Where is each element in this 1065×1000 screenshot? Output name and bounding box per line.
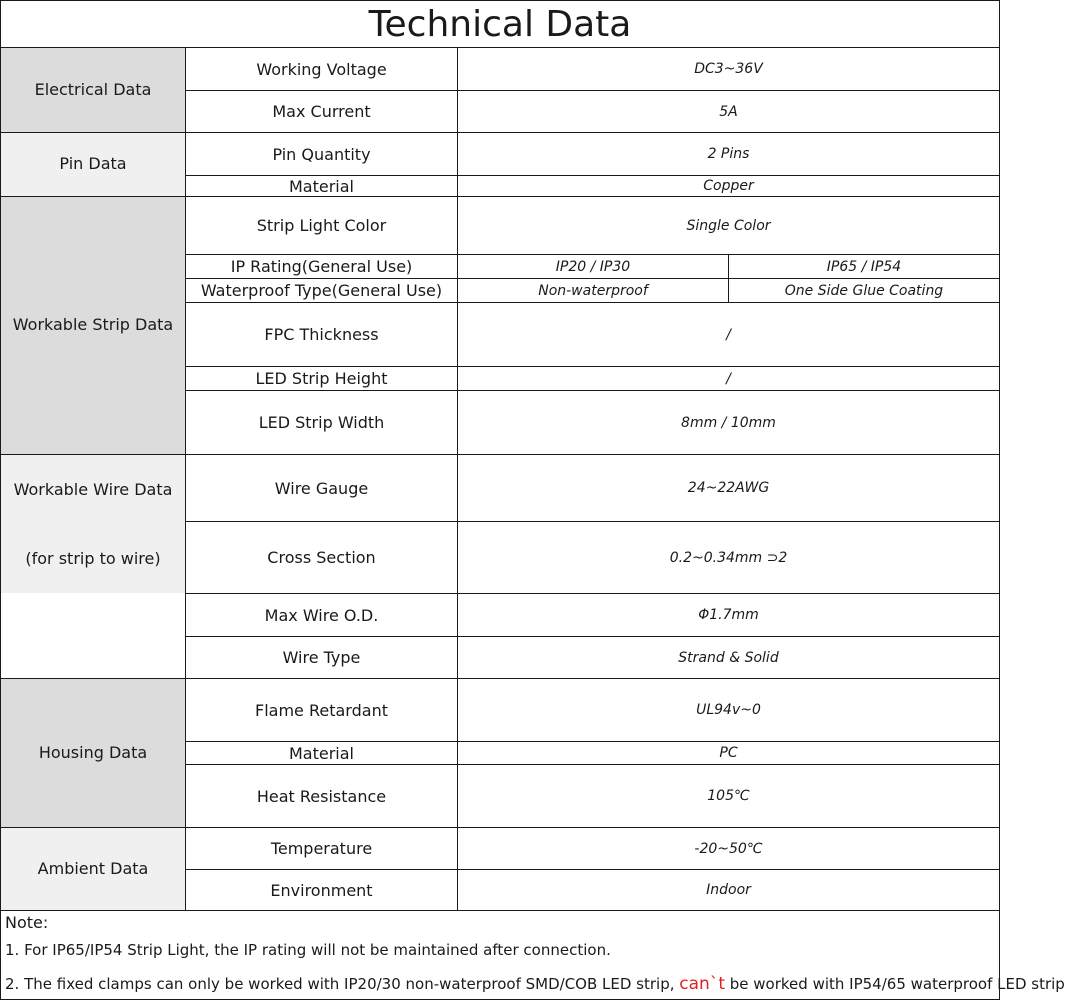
value-housing-material: PC <box>457 741 1000 765</box>
param-max-current: Max Current <box>185 90 458 133</box>
param-cross-section: Cross Section <box>185 521 458 594</box>
param-max-wire-od: Max Wire O.D. <box>185 593 458 637</box>
param-housing-material: Material <box>185 741 458 765</box>
param-waterproof-type: Waterproof Type(General Use) <box>185 278 458 303</box>
value-wire-type: Strand & Solid <box>457 636 1000 679</box>
value-pin-quantity: 2 Pins <box>457 132 1000 176</box>
section-label: Workable Wire Data <box>13 479 173 499</box>
param-heat-resistance: Heat Resistance <box>185 764 458 828</box>
value-led-strip-height: / <box>457 366 1000 391</box>
section-sublabel: (for strip to wire) <box>25 548 161 568</box>
section-label: Pin Data <box>59 154 127 174</box>
section-workable-strip <box>0 196 186 455</box>
note-2-part: be worked with IP54/65 waterproof LED strip <box>725 975 1065 993</box>
param-strip-light-color: Strip Light Color <box>185 196 458 255</box>
section-electrical <box>0 47 186 133</box>
value-max-wire-od: Φ1.7mm <box>457 593 1000 637</box>
note-2-part: can only be worked with IP20/30 non-waterproof SMD/COB LED strip, <box>151 975 680 993</box>
param-flame-retardant: Flame Retardant <box>185 678 458 742</box>
note-2-warning-cant: can`t <box>679 974 725 994</box>
value-ip-rating-b: IP65 / IP54 <box>728 254 1000 279</box>
param-ip-rating: IP Rating(General Use) <box>185 254 458 279</box>
value-flame-retardant: UL94v~0 <box>457 678 1000 742</box>
section-workable-wire <box>0 454 186 594</box>
value-working-voltage: DC3~36V <box>457 47 1000 91</box>
value-heat-resistance: 105℃ <box>457 764 1000 828</box>
value-waterproof-type-b: One Side Glue Coating <box>728 278 1000 303</box>
value-cross-section: 0.2~0.34mm ⊃2 <box>457 521 1000 594</box>
section-label: Ambient Data <box>37 858 149 878</box>
value-temperature: -20~50℃ <box>457 827 1000 870</box>
note-1: 1. For IP65/IP54 Strip Light, the IP rating will not be maintained after connection. <box>5 941 611 959</box>
section-pin <box>0 132 186 197</box>
value-fpc-thickness: / <box>457 302 1000 367</box>
note-2 <box>5 974 1065 994</box>
param-temperature: Temperature <box>185 827 458 870</box>
param-environment: Environment <box>185 869 458 911</box>
section-label: Housing Data <box>38 742 148 762</box>
sheet-title: Technical Data <box>0 0 1000 48</box>
section-label: Workable Strip Data <box>12 315 174 335</box>
value-waterproof-type-a: Non-waterproof <box>457 278 729 303</box>
value-environment: Indoor <box>457 869 1000 911</box>
notes-title: Note: <box>5 913 49 932</box>
notes-box <box>0 910 1065 1000</box>
value-led-strip-width: 8mm / 10mm <box>457 390 1000 455</box>
param-led-strip-height: LED Strip Height <box>185 366 458 391</box>
param-led-strip-width: LED Strip Width <box>185 390 458 455</box>
section-label: Electrical Data <box>34 79 152 99</box>
param-pin-quantity: Pin Quantity <box>185 132 458 176</box>
value-max-current: 5A <box>457 90 1000 133</box>
param-fpc-thickness: FPC Thickness <box>185 302 458 367</box>
value-pin-material: Copper <box>457 175 1000 197</box>
value-wire-gauge: 24~22AWG <box>457 454 1000 522</box>
section-workable-wire-cont <box>0 593 186 679</box>
param-working-voltage: Working Voltage <box>185 47 458 91</box>
param-wire-gauge: Wire Gauge <box>185 454 458 522</box>
param-pin-material: Material <box>185 175 458 197</box>
value-strip-light-color: Single Color <box>457 196 1000 255</box>
section-housing <box>0 678 186 828</box>
note-2-highlight-fixed-clamps: fixed clamps <box>56 975 152 993</box>
value-ip-rating-a: IP20 / IP30 <box>457 254 729 279</box>
section-ambient <box>0 827 186 911</box>
note-2-part: 2. The <box>5 975 57 993</box>
param-wire-type: Wire Type <box>185 636 458 679</box>
